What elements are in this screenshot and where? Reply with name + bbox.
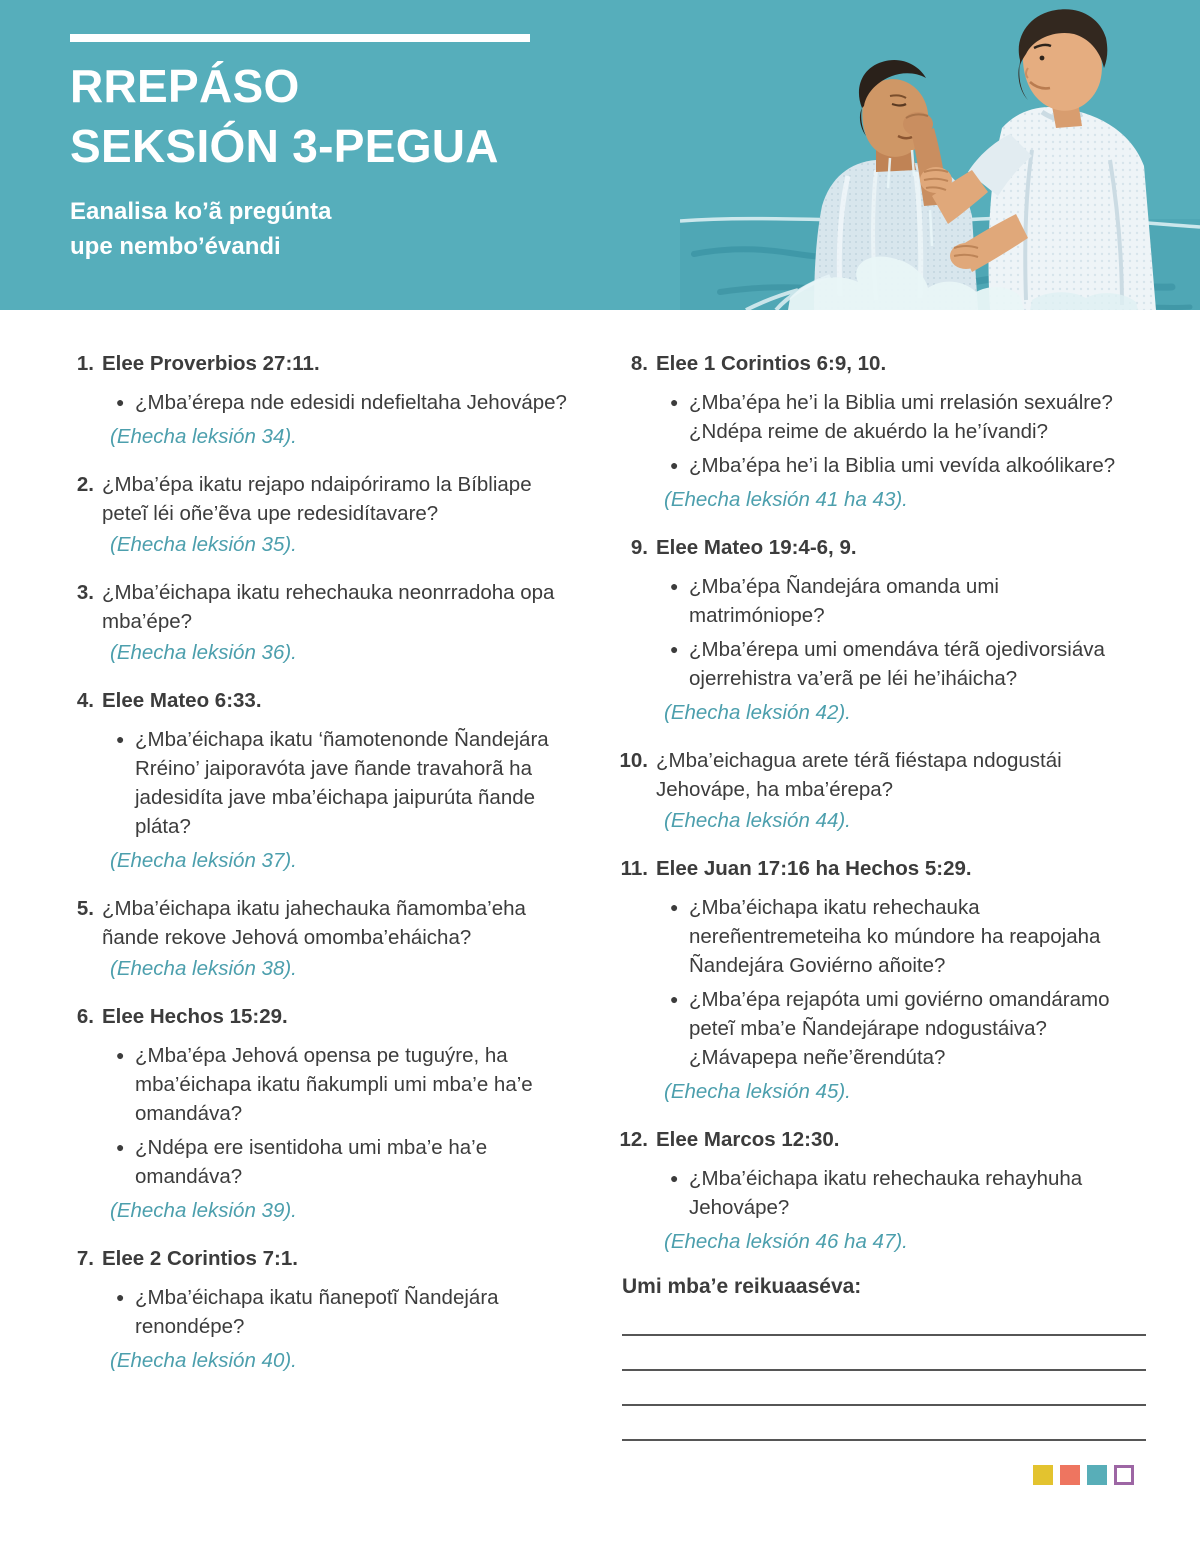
question-item <box>48 470 578 559</box>
question-heading: Elee Hechos 15:29. <box>102 1005 288 1028</box>
question-bullet <box>102 1041 578 1128</box>
bullet-text: ¿Mba’épa rejapóta umi goviérno omandáramo peteĩ mba’e Ñandejárape ndogustáiva? ¿Mávapepa neñe’ẽrendúta? <box>689 988 1110 1069</box>
lesson-reference: (Ehecha leksión 35). <box>110 533 297 556</box>
lesson-reference: (Ehecha leksión 39). <box>110 1199 297 1222</box>
notes-heading: Umi mba’e reikuaaséva: <box>622 1275 862 1298</box>
bullet-text: ¿Mba’épa he’i la Biblia umi rrelasión sexuálre? ¿Ndépa reime de akuérdo la he’ívandi? <box>689 391 1113 443</box>
lesson-reference: (Ehecha leksión 38). <box>110 957 297 980</box>
yellow-square <box>1033 1465 1053 1485</box>
bullet-text: ¿Mba’éichapa ikatu rehechauka rehayhuha Jehovápe? <box>689 1167 1083 1219</box>
question-bullet <box>102 1133 578 1191</box>
question-number: 6. <box>76 1005 94 1028</box>
question-number: 1. <box>76 352 94 375</box>
outlined-square <box>1114 1465 1134 1485</box>
lesson-reference: (Ehecha leksión 45). <box>664 1080 851 1103</box>
lesson-reference: (Ehecha leksión 46 ha 47). <box>664 1230 908 1253</box>
question-bullet <box>656 451 1132 480</box>
question-heading: Elee Proverbios 27:11. <box>102 352 320 375</box>
question-item <box>48 1244 578 1375</box>
question-item <box>48 1002 578 1225</box>
question-number: 10. <box>619 749 648 772</box>
question-item <box>48 349 578 451</box>
lesson-reference: (Ehecha leksión 44). <box>664 809 851 832</box>
question-item <box>48 686 578 875</box>
baptism-illustration <box>680 0 1200 310</box>
lesson-reference: (Ehecha leksión 40). <box>110 1349 297 1372</box>
question-item <box>48 894 578 983</box>
question-number: 12. <box>619 1128 648 1151</box>
question-number: 2. <box>76 473 94 496</box>
question-number: 3. <box>76 581 94 604</box>
page-subtitle-line2: upe nembo’évandi <box>70 233 281 260</box>
question-bullet <box>102 1283 578 1341</box>
page-title-line1: RREPÁSO <box>70 60 300 112</box>
question-number: 5. <box>76 897 94 920</box>
question-bullet <box>656 985 1132 1072</box>
bullet-text: ¿Mba’épa he’i la Biblia umi vevída alkoólikare? <box>689 454 1116 477</box>
questions-left-column <box>48 349 578 1394</box>
question-number: 8. <box>630 352 648 375</box>
write-in-line <box>622 1406 1146 1441</box>
lesson-reference: (Ehecha leksión 41 ha 43). <box>664 488 908 511</box>
bullet-text: ¿Mba’épa Ñandejára omanda umi matrimóniope? <box>689 575 999 627</box>
question-item <box>602 746 1132 835</box>
question-item <box>48 578 578 667</box>
bullet-text: ¿Mba’érepa umi omendáva térã ojedivorsiáva ojerrehistra va’erã pe léi he’iháicha? <box>689 638 1105 690</box>
question-number: 11. <box>620 857 648 880</box>
question-bullet <box>656 635 1132 693</box>
question-heading: Elee 1 Corintios 6:9, 10. <box>656 352 887 375</box>
lesson-reference: (Ehecha leksión 42). <box>664 701 851 724</box>
question-item <box>602 533 1132 727</box>
questions-right-column <box>602 349 1132 1394</box>
bullet-text: ¿Mba’éichapa ikatu rehechauka nereñentremeteiha ko múndore ha reapojaha Ñandejára Goviérno añoite? <box>689 896 1101 977</box>
page-header <box>0 0 1200 310</box>
write-in-line <box>622 1301 1146 1336</box>
question-bullet <box>656 1164 1132 1222</box>
question-text: ¿Mba’épa ikatu rejapo ndaipóriramo la Bíbliape peteĩ léi oñe’ẽva upe redesidítavare? <box>102 473 532 525</box>
lesson-reference: (Ehecha leksión 36). <box>110 641 297 664</box>
question-text: ¿Mba’éichapa ikatu jahechauka ñamomba’eha ñande rekove Jehová omomba’eháicha? <box>102 897 526 949</box>
question-number: 9. <box>630 536 648 559</box>
question-bullet <box>656 388 1132 446</box>
question-bullet <box>102 388 578 417</box>
progress-squares <box>622 1465 1146 1485</box>
question-heading: Elee Mateo 6:33. <box>102 689 262 712</box>
question-heading: Elee Mateo 19:4-6, 9. <box>656 536 857 559</box>
question-number: 7. <box>76 1247 94 1270</box>
write-in-line <box>622 1371 1146 1406</box>
page-title <box>70 56 499 176</box>
bullet-text: ¿Mba’érepa nde edesidi ndefieltaha Jehovápe? <box>135 391 567 414</box>
notes-section <box>622 1272 1146 1485</box>
questions-area <box>0 310 1200 1394</box>
baptizer <box>920 9 1156 310</box>
lesson-reference: (Ehecha leksión 37). <box>110 849 297 872</box>
page-subtitle <box>70 194 331 264</box>
question-heading: Elee Marcos 12:30. <box>656 1128 840 1151</box>
question-item <box>602 1125 1132 1256</box>
header-rule <box>70 34 530 42</box>
bullet-text: ¿Mba’épa Jehová opensa pe tuguýre, ha mba’éichapa ikatu ñakumpli umi mba’e ha’e omandáva? <box>135 1044 533 1125</box>
lesson-reference: (Ehecha leksión 34). <box>110 425 297 448</box>
question-text: ¿Mba’eichagua arete térã fiéstapa ndogustái Jehovápe, ha mba’érepa? <box>656 749 1062 801</box>
question-heading: Elee 2 Corintios 7:1. <box>102 1247 298 1270</box>
question-bullet <box>656 572 1132 630</box>
coral-square <box>1060 1465 1080 1485</box>
question-item <box>602 349 1132 514</box>
bullet-text: ¿Mba’éichapa ikatu ñanepotĩ Ñandejára renondépe? <box>135 1286 499 1338</box>
bullet-text: ¿Mba’éichapa ikatu ‘ñamotenonde Ñandejára Rréino’ jaiporavóta jave ñande travahorã ha jadesidíta jave mba’éichapa jaipurúta ñande pláta? <box>135 728 549 838</box>
question-text: ¿Mba’éichapa ikatu rehechauka neonrradoha opa mba’épe? <box>102 581 555 633</box>
bullet-text: ¿Ndépa ere isentidoha umi mba’e ha’e omandáva? <box>135 1136 488 1188</box>
question-bullet <box>102 725 578 841</box>
question-number: 4. <box>76 689 94 712</box>
question-item <box>602 854 1132 1106</box>
page-subtitle-line1: Eanalisa ko’ã pregúnta <box>70 198 332 225</box>
question-bullet <box>656 893 1132 980</box>
write-in-line <box>622 1336 1146 1371</box>
page-title-line2: SEKSIÓN 3-PEGUA <box>70 120 499 172</box>
question-heading: Elee Juan 17:16 ha Hechos 5:29. <box>656 857 972 880</box>
teal-square <box>1087 1465 1107 1485</box>
